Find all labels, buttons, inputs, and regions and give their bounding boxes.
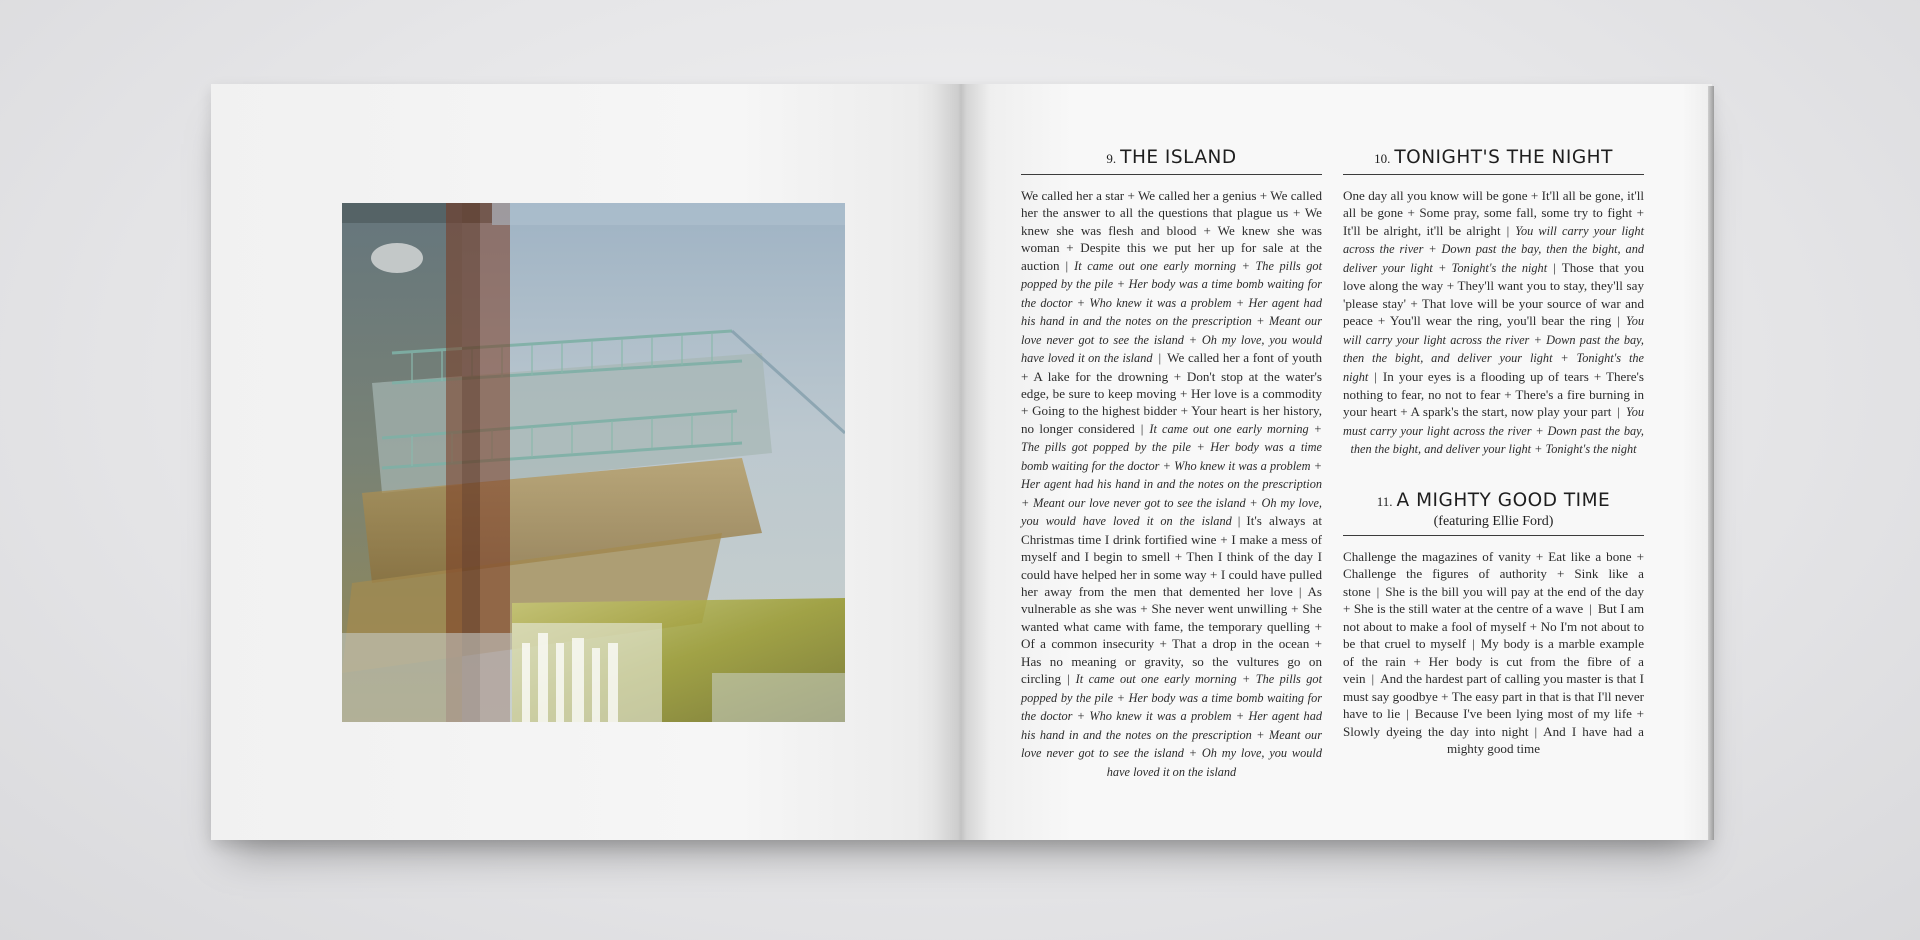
lyric-chorus: It came out one early morning + The pills got popped by the pile + Her body was a time bomb waiting for the doctor + Who knew it was a problem + Her agent had his hand in and the notes on the prescription + Meant our love never got to see the island + Oh my love, you would have loved it on the island [1021,258,1322,366]
right-page [961,84,1712,840]
separator: | [1376,583,1380,599]
separator: | [1406,706,1409,722]
track-title: TONIGHT'S THE NIGHT [1394,147,1613,168]
track-number: 10. [1374,151,1391,166]
separator: | [1617,404,1620,420]
lyric-segment: In your eyes is a flooding up of tears + There's nothing to fear, no not to fear + There's a fire burning in your heart + A spark's the start, now play your part [1343,368,1644,420]
left-page [211,84,961,840]
separator: | [1298,583,1302,599]
track-number: 11. [1376,494,1393,509]
lyric-segment: We called her a font of youth + A lake for the drowning + Don't stop at the water's edge, be sure to keep moving + Her love is a commodity + Going to the highest bidder + Your heart is her history, no longer considered [1021,350,1323,436]
lyric-chorus: It came out one early morning + The pills got popped by the pile + Her body was a time bomb waiting for the doctor + Who knew it was a problem + Her agent had his hand in and the notes on the prescription + Meant our love never got to see the island + Oh my love, you would have loved it on the island [1021,421,1322,529]
lyrics-block [1343,187,1644,459]
lyric-segment: My body is a marble example of the rain + Her body is cut from the fibre of a vein [1343,636,1645,687]
lyric-segment: But I am not about to make a fool of myself + No I'm not about to be that cruel to myself [1343,601,1645,652]
lyric-chorus: You will carry your light across the river + Down past the bay, then the bight, and deliver your light + Tonight's the night [1343,223,1644,275]
lyric-chorus: You must carry your light across the river + Down past the bay, then the bight, and deliver your light + Tonight's the night [1343,405,1644,457]
lyric-segment: And I have had a mighty good time [1446,723,1644,756]
lyric-segment: Challenge the magazines of vanity + Eat like a bone + Challenge the figures of authority + Sink like a stone [1343,549,1644,599]
lyric-segment: Those that you love along the way + They'll want you to stay, they'll say 'please stay' + That love will be your source of war and peace + You'll wear the ring, you'll bear the ring [1343,259,1645,329]
separator: | [1067,671,1070,687]
song-heading [1343,490,1644,536]
lyric-segment: Because I've been lying most of my life + Slowly dyeing the day into night [1343,706,1644,739]
song-a-mighty-good-time [1343,490,1644,757]
separator: | [1553,259,1556,275]
lyric-segment: And the hardest part of calling you master is that I must say goodbye + The easy part in that is that I'll never have to lie [1343,671,1644,722]
lyric-segment: It's always at Christmas time I drink fortified wine + I make a mess of myself and I begin to smell + Then I think of the day I could have helped her in some way + I could have pulled her away from the men that demented her love [1021,513,1322,599]
track-title: THE ISLAND [1120,147,1237,168]
song-heading [1343,147,1644,175]
separator: | [1065,257,1069,273]
separator: | [1589,601,1592,617]
track-number: 9. [1106,151,1117,166]
song-tonights-the-night [1343,147,1644,459]
open-booklet [211,84,1712,840]
page-edge [1708,86,1714,840]
separator: | [1237,513,1241,529]
lyric-chorus: You will carry your light across the river + Down past the bay, then the bight, and deliver your light + Tonight's the night [1343,314,1644,384]
separator: | [1158,350,1162,366]
lyric-chorus: It came out one early morning + The pills got popped by the pile + Her body was a time bomb waiting for the doctor + Who knew it was a problem + Her agent had his hand in and the notes on the prescription + Meant our love never got to see the island + Oh my love, you would have loved it on the island [1021,672,1322,779]
song-heading [1021,147,1322,175]
lyrics-block [1021,187,1322,781]
separator: | [1472,636,1475,652]
lyric-segment: One day all you know will be gone + It'll all be gone, it'll all be gone + Some pray, some fall, some try to fight + It'll be alright, it'll be alright [1343,188,1644,238]
featuring-credit: (featuring Ellie Ford) [1433,514,1554,529]
collage-photo-icon [342,203,845,722]
separator: | [1506,222,1510,238]
lyric-segment: She is the bill you will pay at the end of the day + She is the still water at the centre of a wave [1343,583,1644,617]
separator: | [1140,420,1144,436]
track-title: A MIGHTY GOOD TIME [1396,490,1611,511]
lyrics-block [1343,548,1644,757]
separator: | [1617,313,1620,329]
separator: | [1374,368,1377,384]
collage-photo [342,203,845,722]
lyric-segment: We called her a star + We called her a genius + We called her the answer to all the questions that plague us + We knew she was flesh and blood + We knew she was woman + Despite this we put her up for sale at the auction [1021,188,1322,273]
separator: | [1371,671,1375,687]
lyric-segment: As vulnerable as she was + She never went unwilling + She wanted what came with fame, the temporary quelling + Of a common insecurity + That a drop in the ocean + Has no meaning or gravity, so the vultures go on circling [1021,583,1322,687]
song-the-island [1021,147,1322,781]
separator: | [1534,723,1538,739]
